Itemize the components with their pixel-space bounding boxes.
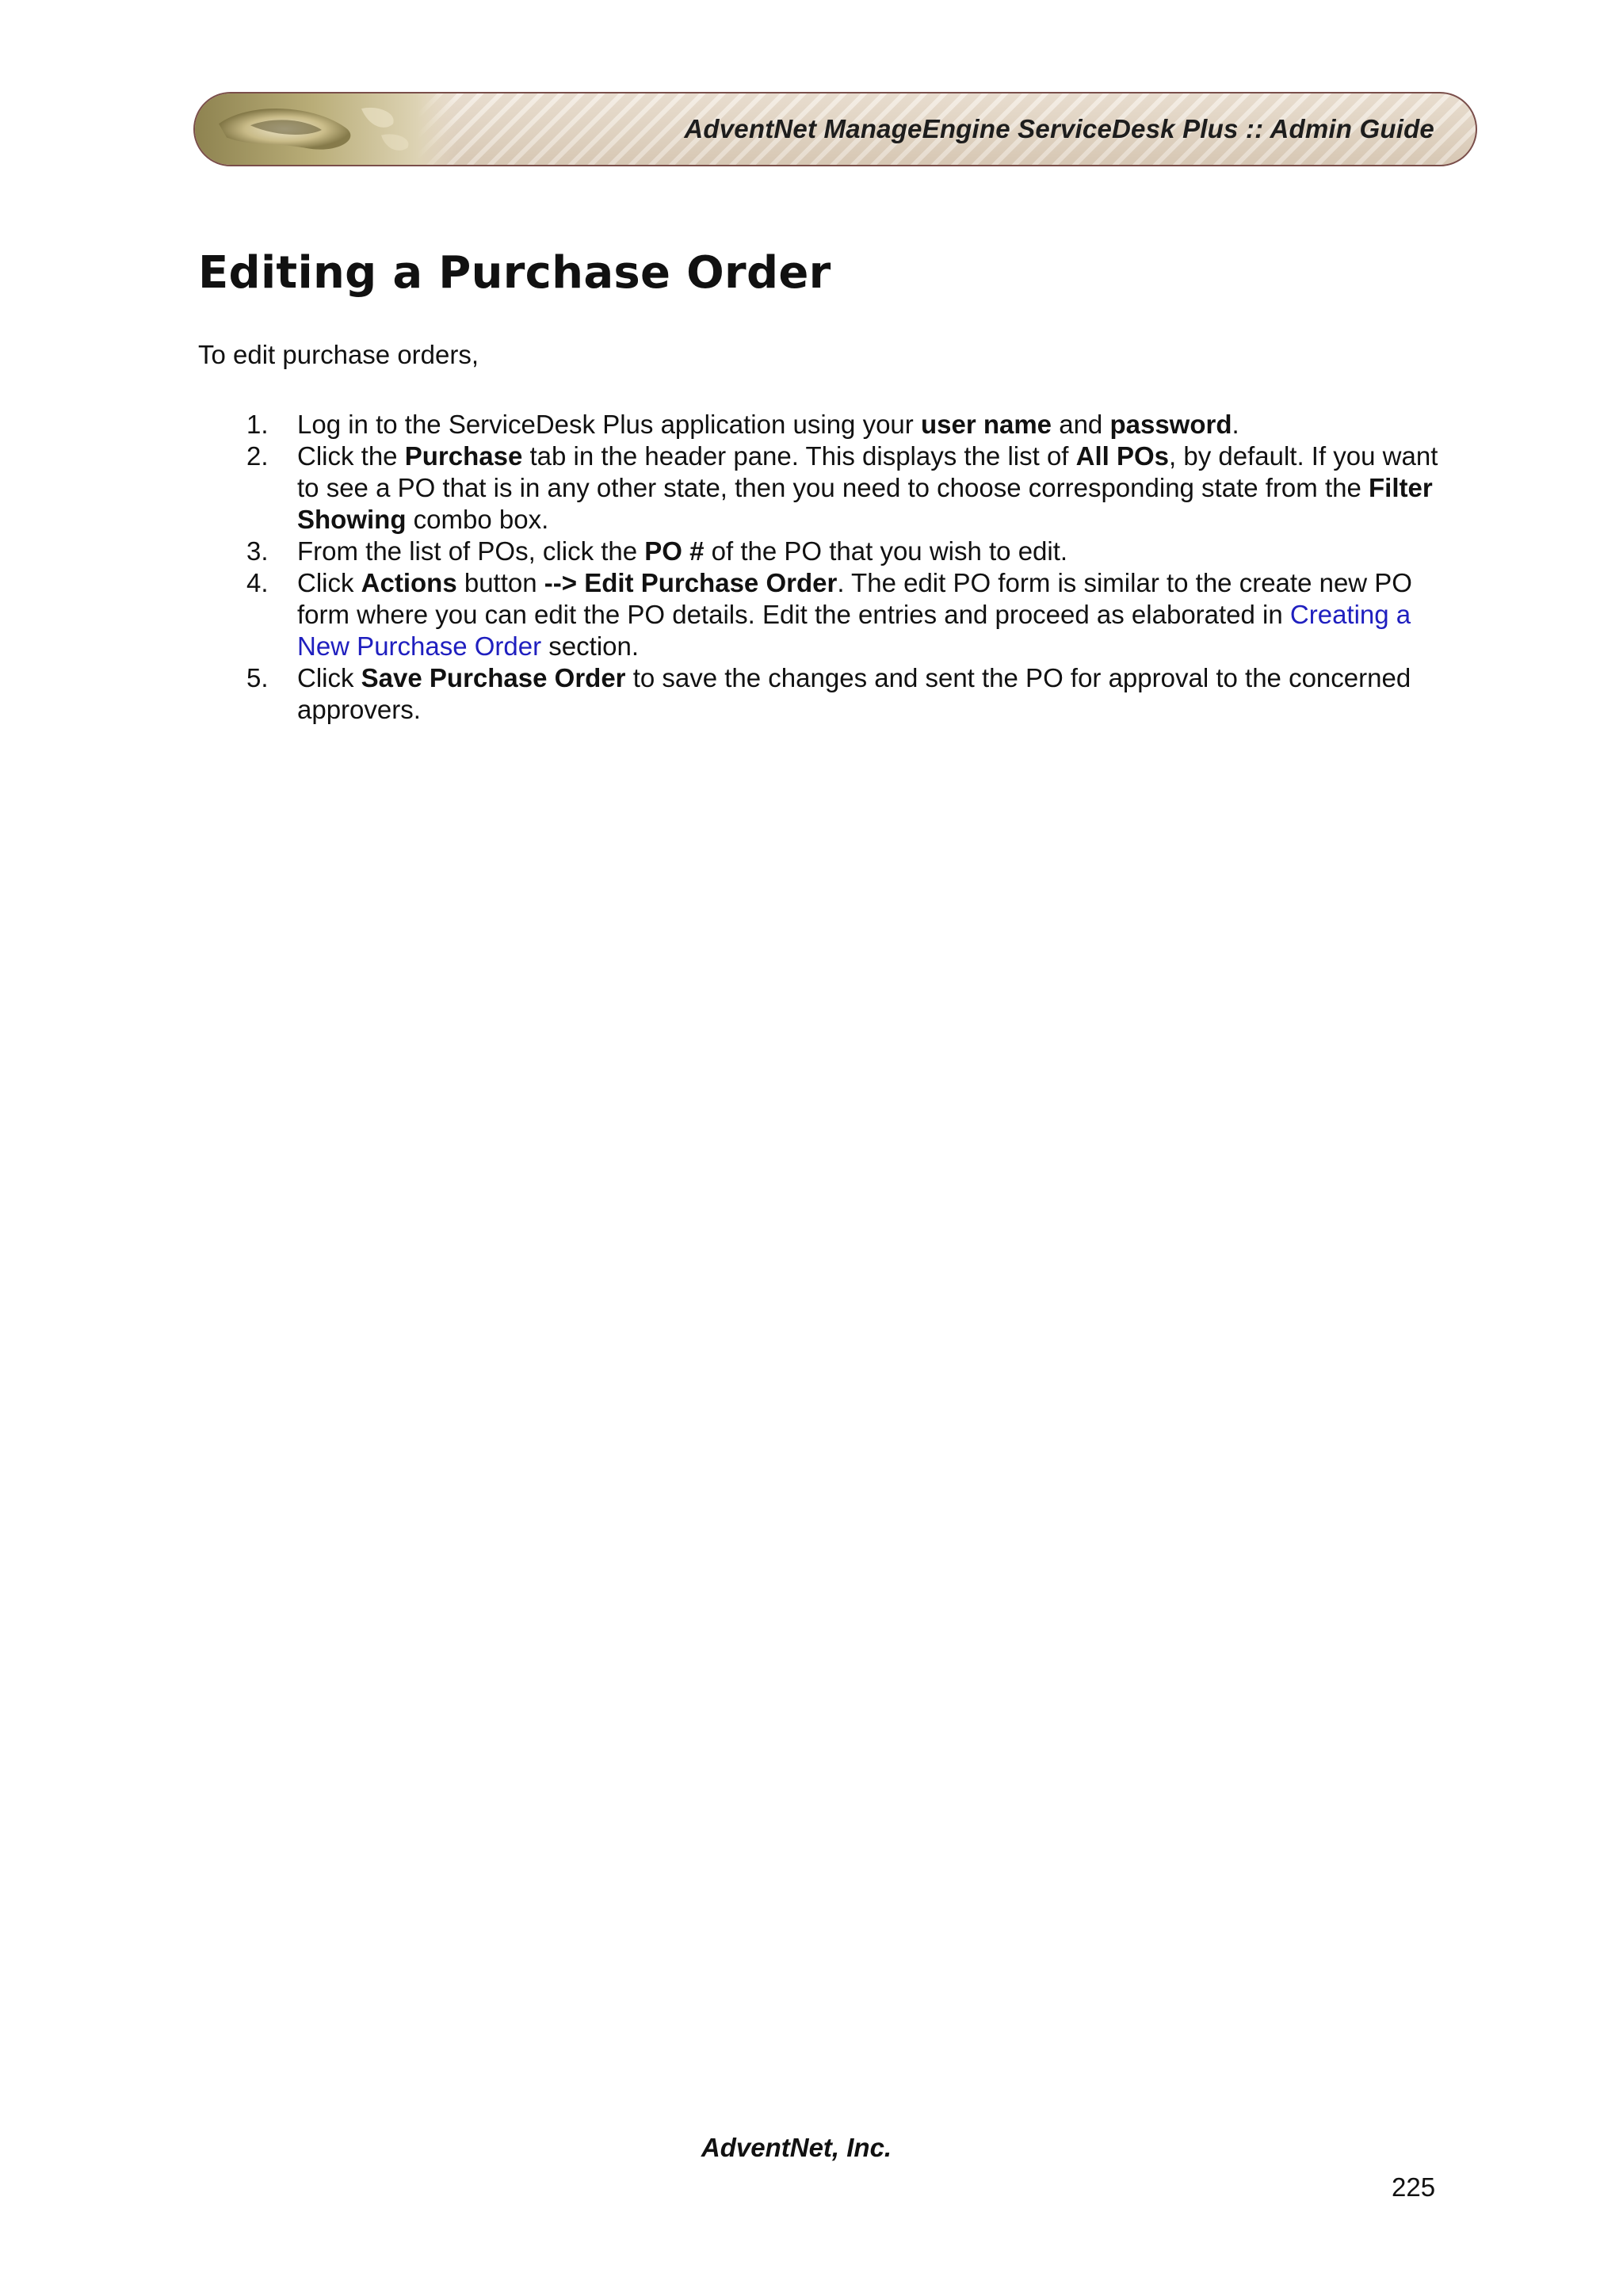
step-text: . The edit PO form is similar to the create new PO form where you can edit the PO details. Edit the entries and proceed as elaborated in [297,568,1412,629]
step-emphasis: user name [920,410,1052,439]
list-item [198,536,1450,567]
step-emphasis: PO # [644,536,705,566]
footer-company: AdventNet, Inc. [701,2133,892,2162]
header-title: AdventNet ManageEngine ServiceDesk Plus :: Admin Guide [684,114,1434,143]
step-text: combo box. [406,505,549,534]
step-number: 2. [246,441,269,471]
step-text: . [1232,410,1239,439]
creating-new-purchase-order-link[interactable]: Creating a New Purchase Order [297,600,1411,661]
page-title: Editing a Purchase Order [198,247,831,299]
step-emphasis: All POs [1075,441,1170,471]
step-number: 1. [246,410,269,439]
step-text: Click the [297,441,405,471]
step-number: 4. [246,568,269,597]
list-item [198,409,1450,441]
intro-text: To edit purchase orders, [198,340,479,369]
header-banner [193,92,1477,166]
step-text: Click [297,568,361,597]
step-text: , by default. If you want to see a PO that is in any other state, then you need to choose corresponding state from the [297,441,1438,502]
step-emphasis: --> [544,568,578,597]
step-number: 5. [246,663,269,692]
step-text: to save the changes and sent the PO for approval to the concerned approvers. [297,663,1411,724]
step-text: From the list of POs, click the [297,536,645,566]
decorative-shell-artwork-icon [195,93,456,165]
step-text [577,568,584,597]
step-text: button [456,568,544,597]
step-emphasis: Save Purchase Order [361,663,626,692]
page-number: 225 [1392,2172,1436,2202]
step-emphasis: password [1109,410,1232,439]
step-text: Click [297,663,361,692]
step-text: and [1052,410,1110,439]
step-emphasis: Actions [361,568,457,597]
list-item [198,662,1450,726]
step-text: section. [541,631,640,661]
steps-list [198,409,1450,726]
list-item [198,441,1450,536]
list-item [198,567,1450,662]
step-text: of the PO that you wish to edit. [704,536,1068,566]
step-emphasis: Edit Purchase Order [584,568,838,597]
step-emphasis: Filter Showing [297,473,1433,534]
step-text: tab in the header pane. This displays the list of [522,441,1076,471]
step-number: 3. [246,536,269,566]
step-text: Log in to the ServiceDesk Plus application using your [297,410,921,439]
step-emphasis: Purchase [404,441,523,471]
